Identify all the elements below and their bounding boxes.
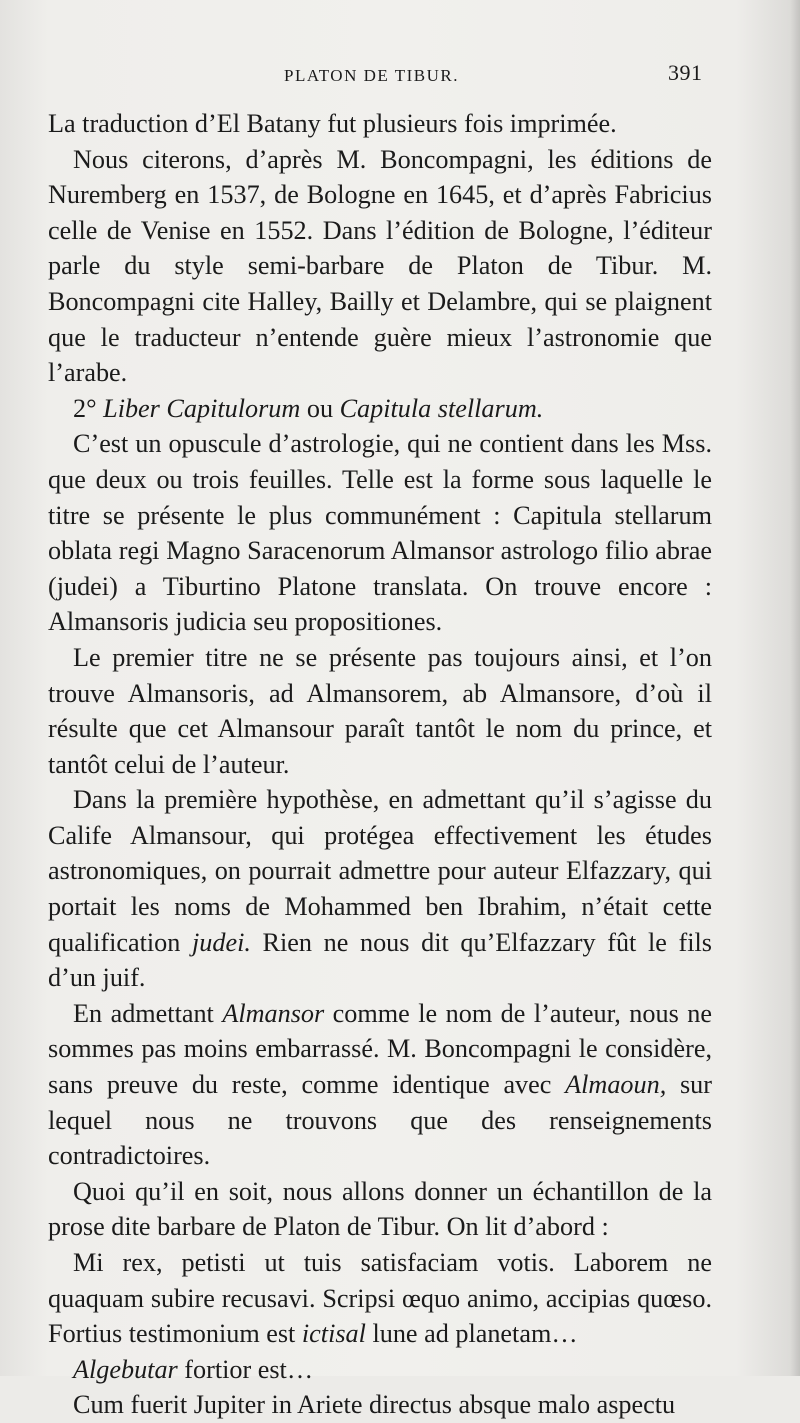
text-segment: lune ad planetam…	[365, 1319, 578, 1349]
paragraph	[48, 640, 712, 782]
paragraph	[48, 391, 712, 427]
italic-segment: Algebutar	[73, 1354, 178, 1384]
scan-edge-shadow	[790, 0, 800, 1376]
text-segment: comme le nom de l’auteur, nous ne sommes pas moins embarrassé. M. Boncompagni le considère, sans preuve du reste, comme identique avec	[48, 998, 712, 1100]
running-head: PLATON DE TIBUR.	[284, 66, 459, 85]
text-segment: C’est un opuscule d’astrologie, qui ne contient dans les Mss. que deux ou trois feuilles. Telle est la forme sous laquelle le titre se présente le plus communément : Capitula stellarum oblata regi Magno Saracenorum Almansor astrologo filio abrae (judei) a Tiburtino Platone translata. On trouve encore : Almansoris judicia seu propositiones.	[48, 429, 712, 637]
paragraph	[48, 142, 712, 391]
text-segment: Dans la première hypothèse, en admettant qu’il s’agisse du Calife Almansour, qui protégea effectivement les études astronomiques, on pourrait admettre pour auteur Elfazzary, qui portait les noms de Mohammed ben Ibrahim, n’était cette qualification	[48, 785, 712, 957]
text-segment: Cum fuerit Jupiter in Ariete directus absque malo aspectu	[73, 1390, 676, 1420]
italic-segment: Almaoun,	[565, 1070, 667, 1100]
text-segment: 2°	[73, 393, 104, 423]
italic-segment: judei.	[191, 927, 251, 957]
text-segment: Quoi qu’il en soit, nous allons donner un échantillon de la prose dite barbare de Platon de Tibur. On lit d’abord :	[48, 1176, 712, 1242]
paragraph	[48, 1352, 712, 1388]
italic-segment: Capitula stellarum.	[339, 393, 544, 423]
paragraph	[48, 782, 712, 996]
paragraph	[48, 996, 712, 1174]
text-segment: En admettant	[73, 998, 223, 1028]
body-text	[48, 106, 712, 1423]
paragraph	[48, 1387, 712, 1423]
paragraph	[48, 1245, 712, 1352]
text-segment: La traduction d’El Batany fut plusieurs fois imprimée.	[48, 109, 617, 138]
italic-segment: Liber Capitulorum	[103, 393, 301, 423]
page-header	[0, 58, 800, 88]
italic-segment: Almansor	[222, 998, 325, 1028]
text-segment: Nous citerons, d’après M. Boncompagni, les éditions de Nuremberg en 1537, de Bologne en 1645, et d’après Fabricius celle de Venise en 1552. Dans l’édition de Bologne, l’éditeur parle du style semi-barbare de Platon de Tibur. M. Boncompagni cite Halley, Bailly et Delambre, qui se plaignent que le traducteur n’entende guère mieux l’astronomie que l’arabe.	[48, 144, 712, 388]
page-number: 391	[668, 60, 703, 85]
paragraph	[48, 426, 712, 640]
text-segment: fortior est…	[177, 1354, 314, 1384]
text-segment: Rien ne nous dit qu’Elfazzary fût le fils d’un juif.	[48, 927, 712, 993]
text-segment: Le premier titre ne se présente pas toujours ainsi, et l’on trouve Almansoris, ad Almansorem, ab Almansore, d’où il résulte que cet Almansour paraît tantôt le nom du prince, et tantôt celui de l’auteur.	[48, 642, 712, 779]
italic-segment: ictisal	[301, 1319, 366, 1349]
text-segment: ou	[300, 393, 340, 423]
paragraph	[48, 1174, 712, 1245]
text-segment: sur lequel nous ne trouvons que des renseignements contradictoires.	[48, 1070, 712, 1171]
paragraph	[48, 106, 712, 142]
text-segment: Mi rex, petisti ut tuis satisfaciam votis. Laborem ne quaquam subire recusavi. Scripsi œquo animo, accipias quœso. Fortius testimonium est	[48, 1248, 712, 1349]
